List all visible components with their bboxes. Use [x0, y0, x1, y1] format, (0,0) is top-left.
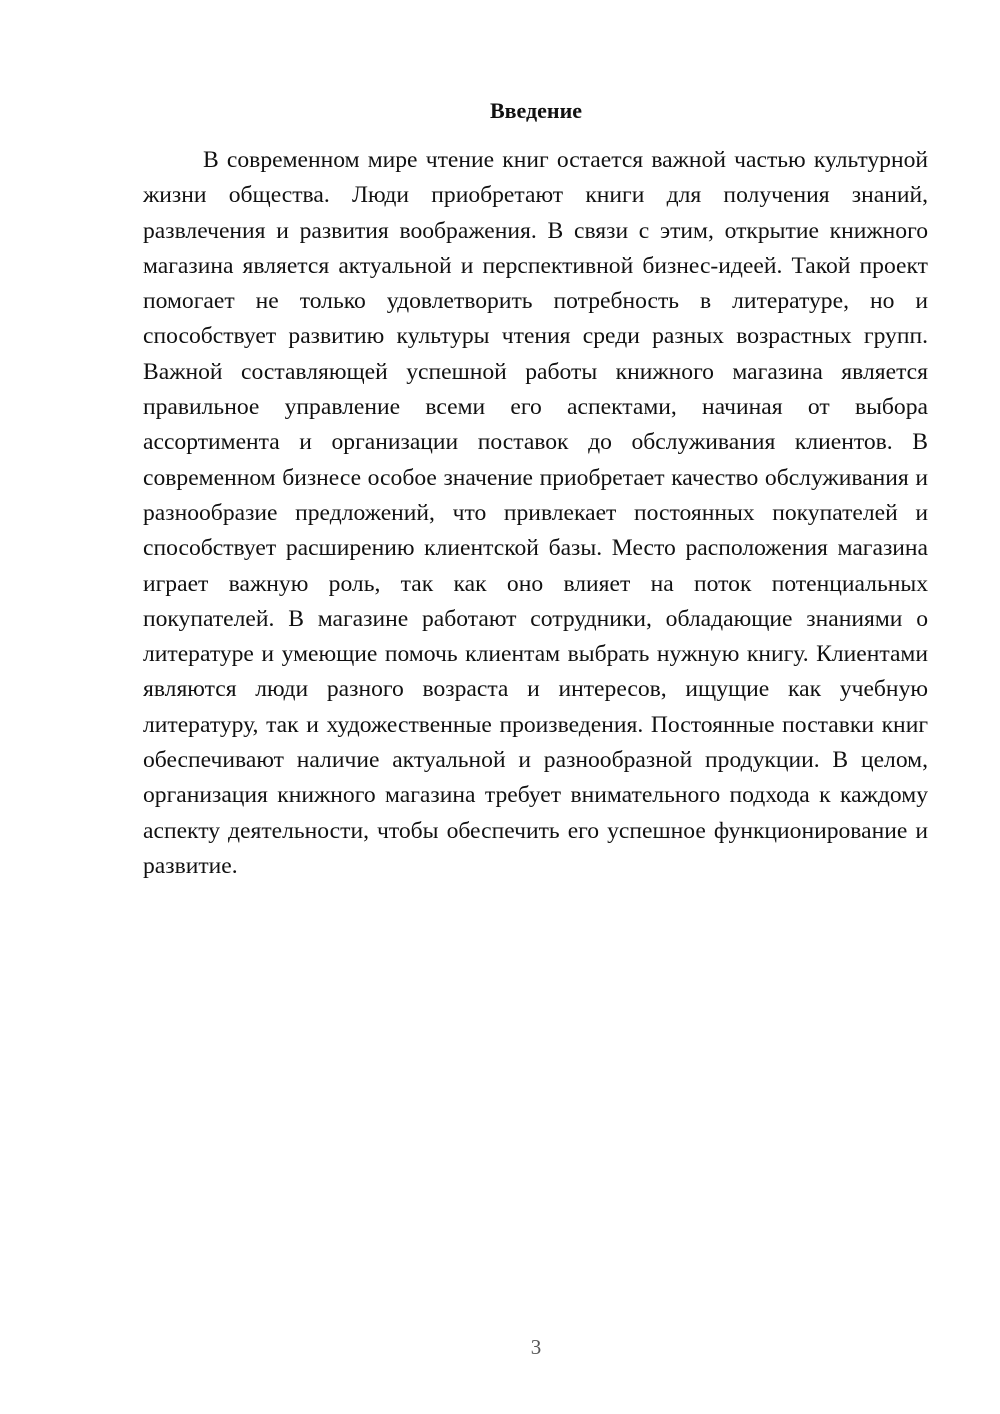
body-paragraph: В современном мире чтение книг остается важной частью культурной жизни общества. Люди приобретают книги для получения знаний, развлечения и развития воображения. В связи с этим, открытие книжного магазина является актуальной и перспективной бизнес-идеей. Такой проект помогает не только удовлетворить потребность в литературе, но и способствует развитию культуры чтения среди разных возрастных групп. Важной составляющей успешной работы книжного магазина является правильное управление всеми его аспектами, начиная от выбора ассортимента и организации поставок до обслуживания клиентов. В современном бизнесе особое значение приобретает качество обслуживания и разнообразие предложений, что привлекает постоянных покупателей и способствует расширению клиентской базы. Место расположения магазина играет важную роль, так как оно влияет на поток потенциальных покупателей. В магазине работают сотрудники, обладающие знаниями о литературе и умеющие помочь клиентам выбрать нужную книгу. Клиентами являются люди разного возраста и интересов, ищущие как учебную литературу, так и художественные произведения. Постоянные поставки книг обеспечивают наличие актуальной и разнообразной продукции. В целом, организация книжного магазина требует внимательного подхода к каждому аспекту деятельности, чтобы обеспечить его успешное функционирование и развитие.: [143, 147, 928, 879]
section-heading: Введение: [489, 98, 583, 123]
page-number: 3: [530, 1335, 542, 1359]
